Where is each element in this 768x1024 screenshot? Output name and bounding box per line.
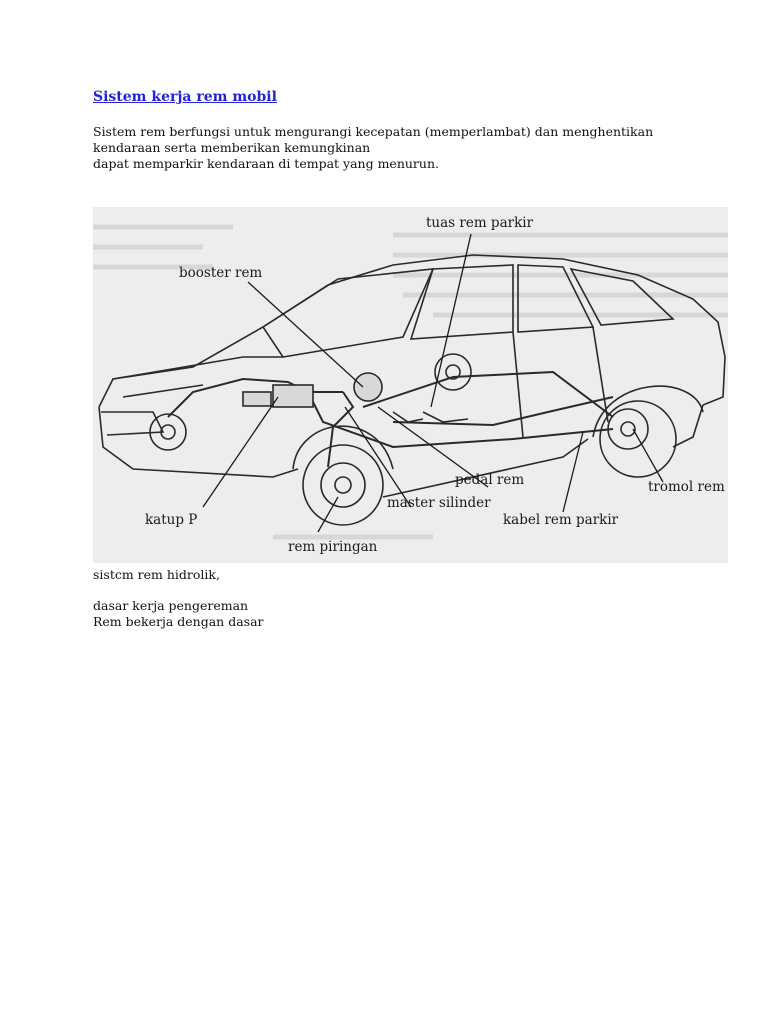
label-katup-p: katup P [145,512,198,528]
intro-line-2: kendaraan serta memberikan kemungkinan [93,140,371,155]
after-line-1: sistcm rem hidrolik, [93,567,220,582]
label-kabel-rem-parkir: kabel rem parkir [503,512,619,528]
intro-line-3: dapat memparkir kendaraan di tempat yang menurun. [93,156,439,171]
label-tromol-rem: tromol rem [648,479,725,495]
after-line-2: dasar kerja pengereman [93,598,249,613]
after-line-3: Rem bekerja dengan dasar [93,614,264,629]
intro-line-1: Sistem rem berfungsi untuk mengurangi kecepatan (memperlambat) dan menghentikan [93,124,654,139]
label-pedal-rem: pedal rem [455,472,525,488]
label-master-silinder: master silinder [387,495,491,511]
label-tuas-rem-parkir: tuas rem parkir [426,215,534,231]
label-booster-rem: booster rem [179,265,263,281]
brake-system-diagram [93,207,728,563]
page-title-link[interactable]: Sistem kerja rem mobil [93,89,277,105]
label-rem-piringan: rem piringan [288,539,378,555]
